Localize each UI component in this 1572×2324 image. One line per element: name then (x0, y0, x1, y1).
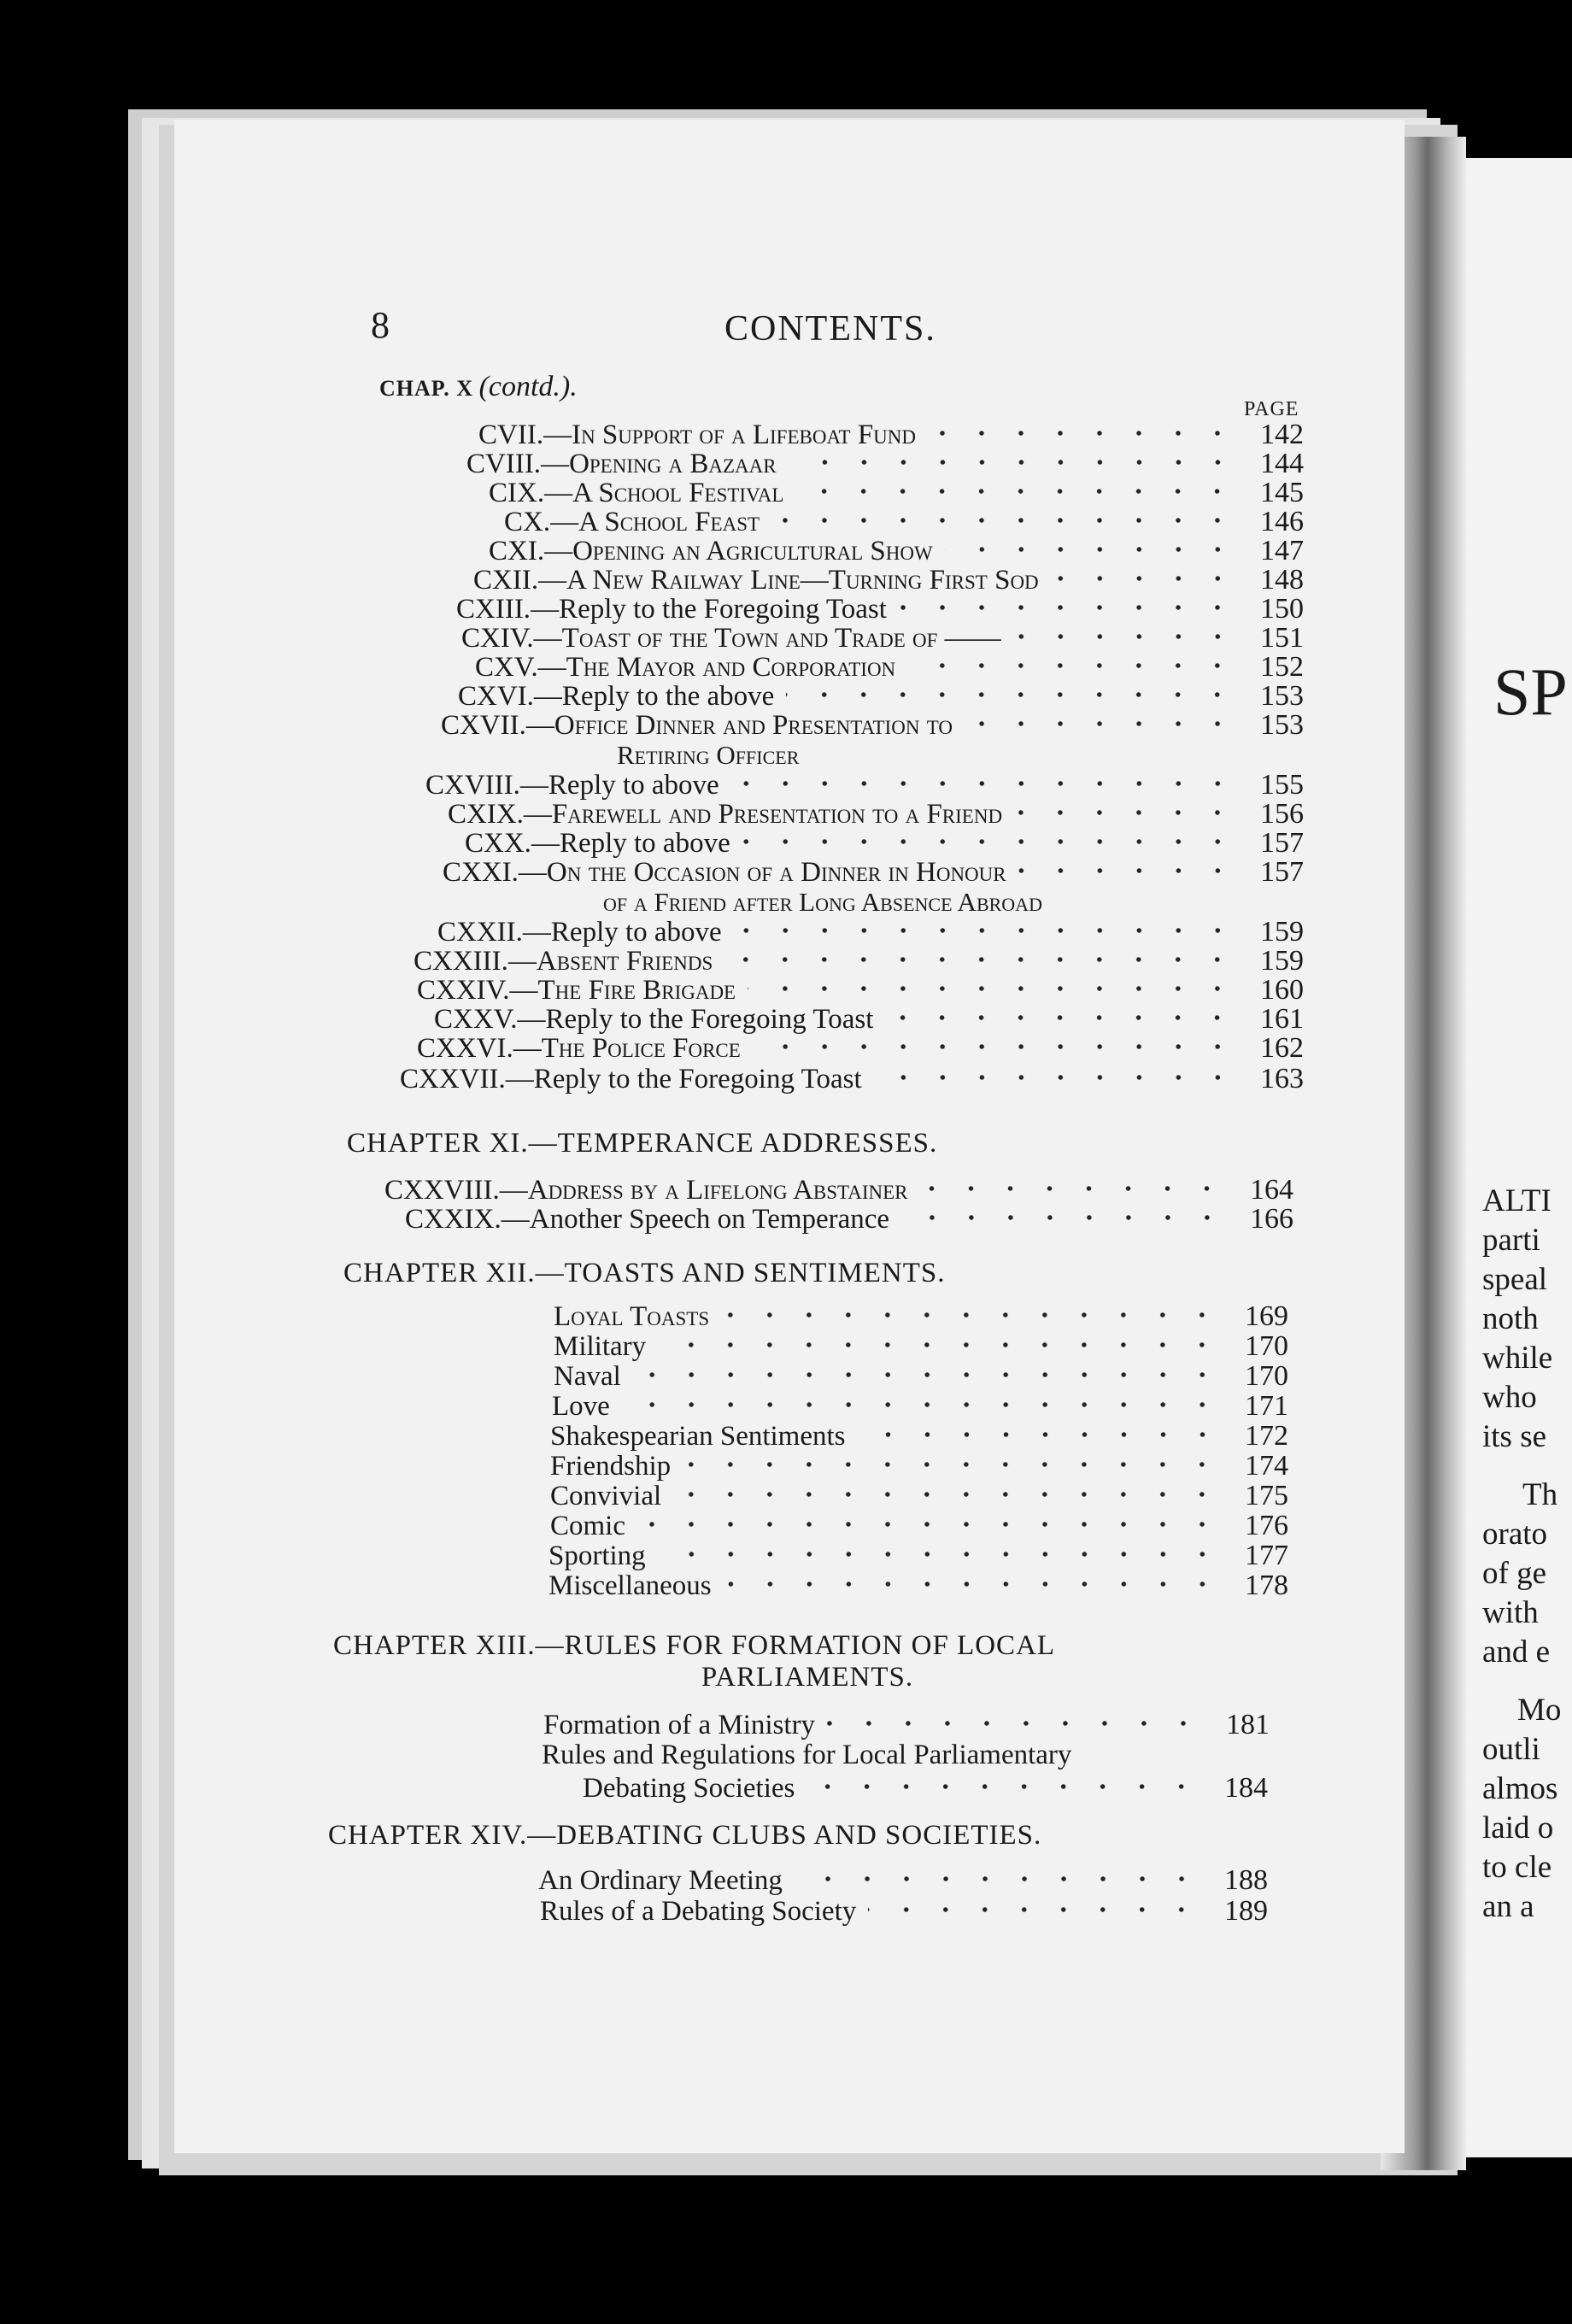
dot-leader (807, 1776, 1201, 1797)
page-number-ref: 175 (1245, 1480, 1288, 1511)
entry-title: CXXII. (437, 917, 523, 948)
page-number-ref: 177 (1245, 1540, 1288, 1571)
toc-entry (554, 1360, 1288, 1391)
facing-line: and e (1482, 1634, 1551, 1670)
page-number-ref: 151 (1260, 622, 1304, 654)
page-number-ref: 142 (1260, 419, 1304, 450)
entry-title: CXXV. (434, 1004, 518, 1035)
entry-title: CXVII. (441, 710, 526, 741)
dot-leader (742, 831, 1237, 852)
running-head-title: CONTENTS. (724, 309, 936, 349)
dot-leader (724, 1574, 1222, 1594)
entry-title: Loyal Toasts (554, 1301, 710, 1332)
page-number-ref: 169 (1245, 1300, 1288, 1332)
toc-entry (583, 1772, 1268, 1803)
dot-leader (622, 1394, 1222, 1415)
continued-note: (contd.). (478, 371, 578, 402)
toc-entry (443, 856, 1304, 887)
facing-page-heading: SP (1493, 654, 1568, 729)
dot-leader (673, 1484, 1222, 1505)
entry-title: CIX. (489, 478, 545, 508)
chapter-heading-line: CHAPTER XIII.—RULES FOR FORMATION OF LOCAL (333, 1630, 1056, 1661)
entry-title: —A School Feast (550, 507, 760, 537)
toc-entry (458, 680, 1304, 711)
toc-entry (417, 974, 1304, 1005)
dot-leader (753, 1036, 1237, 1057)
toc-entry (461, 622, 1304, 653)
toc-entry (548, 1570, 1288, 1600)
toc-entry (550, 1450, 1288, 1481)
entry-title: CXV. (475, 652, 538, 683)
page-number-ref: 172 (1245, 1420, 1288, 1452)
facing-line: with (1482, 1595, 1539, 1630)
page-number-ref: 147 (1260, 535, 1304, 566)
page-number-ref: 155 (1260, 769, 1304, 801)
dot-leader (885, 1007, 1237, 1028)
dot-leader (965, 713, 1237, 734)
dot-leader (928, 423, 1237, 443)
page-number-ref: 178 (1245, 1570, 1288, 1601)
toc-entry (543, 1709, 1270, 1740)
entry-title: Love (552, 1391, 610, 1422)
dot-leader (734, 920, 1237, 941)
chapter-continued-label (379, 371, 578, 403)
entry-title: —Reply to above (531, 828, 730, 859)
dot-leader (1014, 802, 1237, 823)
page-number-ref: 153 (1260, 680, 1304, 712)
facing-line: speal (1482, 1262, 1548, 1297)
dot-leader (1018, 860, 1237, 881)
page-number-ref: 189 (1224, 1895, 1268, 1927)
page-number-ref: 145 (1260, 477, 1304, 508)
dot-leader (748, 978, 1237, 999)
facing-line: while (1482, 1341, 1553, 1376)
dot-leader (795, 481, 1237, 502)
page-number-ref: 162 (1260, 1032, 1304, 1064)
entry-title: CVIII. (466, 449, 542, 479)
entry-title: —In Support of a Lifeboat Fund (543, 420, 917, 450)
dot-leader (786, 684, 1237, 705)
toc-entry (475, 651, 1304, 682)
facing-line: almos (1482, 1771, 1558, 1806)
chapter-heading: CHAPTER XI.—TEMPERANCE ADDRESSES. (347, 1128, 938, 1159)
toc-entry (478, 419, 1304, 449)
toc-entry-continuation: of a Friend after Long Absence Abroad (603, 887, 1042, 917)
toc-entry (441, 709, 1304, 740)
dot-leader (919, 1178, 1227, 1199)
entry-title: —The Mayor and Corporation (537, 652, 896, 683)
entry-title: CXXIV. (417, 975, 510, 1006)
facing-line: Mo (1517, 1693, 1562, 1728)
entry-title: —Reply to the Foregoing Toast (531, 594, 887, 625)
dot-leader (858, 1424, 1222, 1445)
toc-entry (456, 593, 1304, 624)
page-number-ref: 157 (1260, 856, 1304, 888)
dot-leader (868, 1899, 1201, 1920)
entry-title: —Reply to the above (533, 681, 775, 712)
entry-title: —Reply to the Foregoing Toast (517, 1004, 874, 1035)
entry-title: Rules of a Debating Society (540, 1896, 857, 1927)
entry-title: —A School Festival (544, 478, 784, 508)
entry-title: Shakespearian Sentiments (550, 1421, 846, 1452)
toc-entry (554, 1300, 1288, 1331)
entry-title: Military (554, 1331, 647, 1362)
toc-entry (538, 1864, 1268, 1895)
toc-entry (437, 916, 1304, 947)
facing-line: ALTI (1482, 1183, 1551, 1218)
toc-entry (473, 564, 1304, 595)
toc-entry (552, 1390, 1288, 1421)
toc-entry (414, 945, 1304, 976)
entry-title: CXXVI. (417, 1033, 513, 1064)
toc-entry (489, 535, 1304, 566)
entry-title: CX. (504, 507, 551, 537)
page-number-ref: 163 (1260, 1063, 1304, 1095)
facing-line: to cle (1482, 1850, 1552, 1885)
entry-title: CXXVIII. (384, 1175, 500, 1206)
entry-title: CXI. (489, 536, 545, 566)
entry-title: Naval (554, 1361, 621, 1392)
toc-entry (425, 769, 1304, 800)
toc-entry (405, 1203, 1293, 1234)
facing-line: an a (1482, 1889, 1534, 1924)
page-number-ref: 157 (1260, 827, 1304, 859)
page-column-heading: PAGE (1244, 398, 1299, 420)
entry-title: CXVIII. (425, 770, 520, 801)
page-number-ref: 166 (1250, 1203, 1293, 1235)
entry-title: CVII. (478, 420, 544, 450)
toc-entry (550, 1480, 1288, 1511)
entry-title: —On the Occasion of a Dinner in Honour (518, 857, 1006, 888)
page-number-ref: 181 (1226, 1709, 1270, 1740)
dot-leader (874, 1067, 1237, 1088)
facing-line: of ge (1482, 1556, 1546, 1591)
toc-entry (550, 1420, 1288, 1451)
entry-title: —Farewell and Presentation to a Friend (523, 799, 1003, 830)
entry-title: Convivial (550, 1481, 662, 1511)
facing-line: noth (1482, 1301, 1539, 1336)
page-number-ref: 148 (1260, 564, 1304, 596)
page-number-ref: 159 (1260, 916, 1304, 948)
toc-entry (434, 1003, 1304, 1034)
toc-entry-continuation: Retiring Officer (617, 740, 800, 770)
page-number: 8 (371, 304, 390, 346)
entry-title: Sporting (548, 1541, 646, 1571)
page-number-ref: 171 (1245, 1390, 1288, 1422)
toc-entry (384, 1174, 1293, 1205)
dot-leader (907, 655, 1237, 676)
toc-entry (400, 1063, 1304, 1094)
page-number-ref: 160 (1260, 974, 1304, 1006)
page-number-ref: 184 (1224, 1772, 1268, 1804)
entry-title: CXXVII. (400, 1064, 506, 1095)
toc-entry (550, 1510, 1288, 1541)
page-number-ref: 161 (1260, 1003, 1304, 1035)
dot-leader (1013, 626, 1237, 647)
entry-title: —The Police Force (513, 1033, 741, 1064)
entry-title: Formation of a Ministry (543, 1710, 816, 1740)
toc-entry (465, 827, 1304, 858)
page-number-ref: 144 (1260, 448, 1304, 479)
entry-title: —Address by a Lifelong Abstainer (499, 1175, 908, 1206)
entry-title: CXIII. (456, 594, 531, 625)
entry-title: CXIV. (461, 623, 534, 654)
facing-line: outli (1482, 1732, 1540, 1767)
entry-title: —A New Railway Line—Turning First Sod (538, 565, 1039, 596)
dot-leader (1051, 568, 1237, 589)
facing-line: parti (1482, 1223, 1540, 1258)
page-number-ref: 153 (1260, 709, 1304, 741)
page-number-ref: 170 (1245, 1330, 1288, 1362)
facing-line: laid o (1482, 1810, 1554, 1846)
dot-leader (658, 1335, 1222, 1355)
page-number-ref: 164 (1250, 1174, 1293, 1206)
dot-leader (771, 510, 1237, 531)
page-number-ref: 159 (1260, 945, 1304, 977)
entry-title: —Absent Friends (507, 946, 713, 977)
entry-title: CXII. (473, 565, 539, 596)
dot-leader (901, 1207, 1227, 1228)
entry-title: —The Fire Brigade (509, 975, 736, 1006)
entry-title: Rules and Regulations for Local Parliamentary (542, 1740, 1072, 1770)
dot-leader (633, 1364, 1222, 1385)
page-number-ref: 150 (1260, 593, 1304, 625)
entry-title: Friendship (550, 1451, 672, 1482)
toc-entry (542, 1740, 1268, 1770)
chapter-label: CHAP. X (379, 376, 474, 401)
entry-title: CXVI. (458, 681, 534, 712)
dot-leader (789, 452, 1237, 472)
dot-leader (827, 1713, 1203, 1734)
page-number-ref: 152 (1260, 651, 1304, 683)
toc-entry (448, 798, 1304, 829)
entry-title: —Office Dinner and Presentation to (525, 710, 953, 741)
toc-entry (554, 1330, 1288, 1361)
toc-entry (504, 506, 1304, 537)
chapter-heading: CHAPTER XIV.—DEBATING CLUBS AND SOCIETIES. (328, 1820, 1042, 1851)
entry-title: —Reply to above (519, 770, 719, 801)
dot-leader (637, 1514, 1222, 1535)
entry-title: An Ordinary Meeting (538, 1865, 783, 1896)
toc-entry (548, 1540, 1288, 1570)
page-number-ref: 170 (1245, 1360, 1288, 1392)
facing-line: who (1482, 1380, 1537, 1415)
dot-leader (721, 1305, 1222, 1325)
toc-entry (540, 1895, 1268, 1926)
entry-title: CXIX. (448, 799, 524, 830)
dot-leader (731, 773, 1237, 794)
chapter-heading-continuation: PARLIAMENTS. (701, 1662, 914, 1693)
entry-title: —Reply to above (522, 917, 722, 948)
page-number-ref: 146 (1260, 506, 1304, 537)
entry-title: —Another Speech on Temperance (501, 1204, 890, 1235)
entry-title: Comic (550, 1511, 625, 1541)
page-number-ref: 176 (1245, 1510, 1288, 1541)
entry-title: Debating Societies (583, 1773, 795, 1804)
entry-title: —Opening a Bazaar (541, 449, 777, 479)
facing-line: orato (1482, 1517, 1548, 1552)
dot-leader (683, 1454, 1222, 1475)
toc-entry (489, 477, 1304, 508)
entry-title: —Opening an Agricultural Show (544, 536, 933, 566)
dot-leader (899, 597, 1237, 618)
dot-leader (945, 539, 1237, 560)
page-number-ref: 174 (1245, 1450, 1288, 1482)
dot-leader (658, 1544, 1222, 1564)
page-header (371, 303, 1311, 355)
chapter-heading: CHAPTER XII.—TOASTS AND SENTIMENTS. (343, 1258, 946, 1288)
entry-title: —Reply to the Foregoing Toast (505, 1064, 862, 1095)
page-number-ref: 156 (1260, 798, 1304, 830)
toc-entry (417, 1032, 1304, 1063)
entry-title: CXXIII. (414, 946, 508, 977)
chapter-heading (333, 1630, 1282, 1693)
toc-entry (466, 448, 1304, 478)
entry-title: CXXI. (443, 857, 519, 888)
page-number-ref: 188 (1224, 1864, 1268, 1896)
dot-leader (795, 1869, 1201, 1889)
entry-title: CXX. (465, 828, 531, 859)
facing-line: its se (1482, 1419, 1547, 1454)
entry-title: Miscellaneous (548, 1570, 712, 1601)
entry-title: CXXIX. (405, 1204, 502, 1235)
entry-title: —Toast of the Town and Trade of —— (533, 623, 1001, 654)
dot-leader (724, 949, 1237, 970)
facing-line: Th (1522, 1477, 1558, 1512)
